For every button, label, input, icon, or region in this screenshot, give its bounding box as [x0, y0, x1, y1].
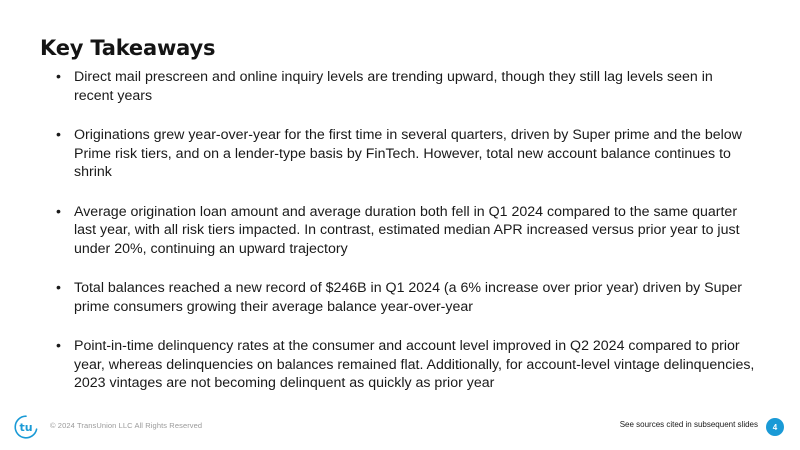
bullet-item [56, 279, 756, 316]
bullet-item [56, 337, 756, 393]
bullet-text: Average origination loan amount and average duration both fell in Q1 2024 compared to the same quarter last year, with all risk tiers impacted. In contrast, estimated median APR increased versus prior year to just under 20%, continuing an upward trajectory [74, 203, 740, 257]
takeaways-list [56, 68, 756, 393]
bullet-text: Total balances reached a new record of $246B in Q1 2024 (a 6% increase over prior year) driven by Super prime consumers growing their average balance year-over-year [74, 280, 742, 315]
bullet-dot: • [56, 127, 61, 143]
bullet-item [56, 126, 756, 182]
sources-note: See sources cited in subsequent slides [619, 420, 758, 429]
copyright-text: © 2024 TransUnion LLC All Rights Reserved [50, 421, 203, 430]
logo-text: tu [19, 421, 33, 434]
transunion-logo-icon [13, 414, 39, 440]
page-number-badge: 4 [766, 418, 784, 436]
bullet-dot: • [56, 203, 61, 220]
bullet-text: Direct mail prescreen and online inquiry levels are trending upward, though they still lag levels seen in recent years [74, 69, 713, 104]
slide-title: Key Takeaways [40, 36, 216, 60]
bullet-item [56, 68, 756, 105]
bullet-text: Point-in-time delinquency rates at the consumer and account level improved in Q2 2024 compared to prior year, whereas delinquencies on balances remained flat. Additionally, for account-level vintage delinquencies, 2023 vintages are not becoming delinquent as quickly as prior year [74, 338, 755, 391]
bullet-dot: • [56, 69, 61, 85]
bullet-dot: • [56, 338, 61, 354]
bullet-text: Originations grew year-over-year for the first time in several quarters, driven by Super prime and the below Prime risk tiers, and on a lender-type basis by FinTech. However, total new account balance continues to shrink [74, 127, 742, 180]
bullet-dot: • [56, 280, 61, 296]
bullet-item [56, 203, 756, 259]
